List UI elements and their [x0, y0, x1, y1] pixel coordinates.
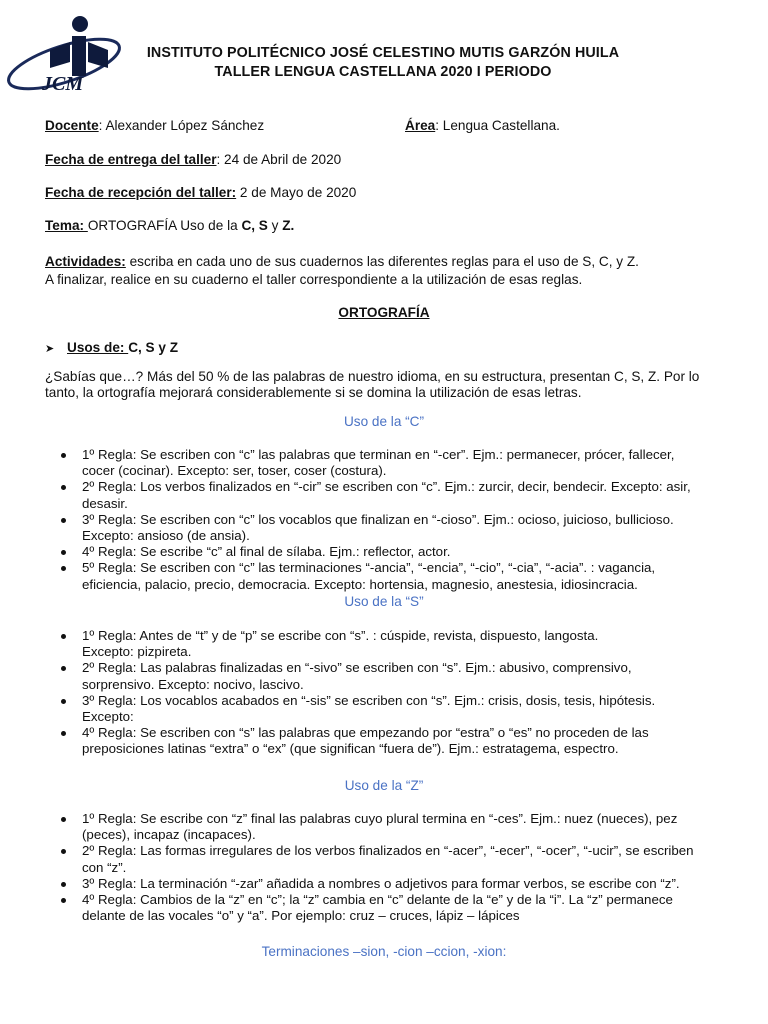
section-s-rules	[59, 628, 739, 758]
section-c-title: Uso de la “C”	[343, 414, 425, 429]
institution-title	[110, 44, 656, 82]
tema-label: Tema:	[45, 218, 88, 233]
list-item: 1º Regla: Se escriben con “c” las palabras que terminan en “-cer”. Ejm.: permanecer, prócer, fallecer, cocer (cocinar). Excepto: ser, toser, coser (costura).	[59, 447, 739, 479]
actividades-label: Actividades:	[45, 254, 126, 269]
docente-row	[45, 117, 745, 134]
area-field	[405, 117, 560, 134]
list-item: 3º Regla: Los vocablos acabados en “-sis” se escriben con “s”. Ejm.: crisis, dosis, tesis, hipótesis. Excepto:	[59, 693, 739, 725]
entrega-value: : 24 de Abril de 2020	[216, 152, 342, 167]
list-item: 3º Regla: La terminación “-zar” añadida a nombres o adjetivos para formar verbos, se escribe con “z”.	[59, 876, 739, 892]
usos-prefix: Usos de:	[67, 340, 129, 355]
docente-label: Docente	[45, 118, 99, 133]
entrega-row	[45, 151, 341, 168]
area-label: Área	[405, 118, 436, 133]
actividades-line-1: escriba en cada uno de sus cuadernos las diferentes reglas para el uso de S, C, y Z.	[125, 254, 639, 269]
intro-line-2: tanto, la ortografía mejorará considerablemente si se domina la utilización de esas letras.	[45, 385, 582, 400]
main-heading: ORTOGRAFÍA	[338, 305, 430, 320]
docente-value: : Alexander López Sánchez	[98, 118, 265, 133]
section-z-title: Uso de la “Z”	[344, 778, 424, 793]
recepcion-row	[45, 184, 356, 201]
actividades-line-2: A finalizar, realice en su cuaderno el taller correspondiente a la utilización de esas reglas.	[45, 272, 583, 287]
entrega-label: Fecha de entrega del taller	[45, 152, 217, 167]
usos-rest: C, S y Z	[128, 340, 179, 355]
list-item: 2º Regla: Las palabras finalizadas en “-sivo” se escriben con “s”. Ejm.: abusivo, comprensivo, sorprensivo. Excepto: nocivo, lascivo.	[59, 660, 739, 692]
title-line-1: INSTITUTO POLITÉCNICO JOSÉ CELESTINO MUTIS GARZÓN HUILA	[146, 45, 620, 61]
list-item: 1º Regla: Se escribe con “z” final las palabras cuyo plural termina en “-ces”. Ejm.: nuez (nueces), pez (peces), incapaz (incapaces).	[59, 811, 739, 843]
tema-value-4: Z.	[282, 218, 295, 233]
intro-line-1: ¿Sabías que…? Más del 50 % de las palabras de nuestro idioma, en su estructura, presentan C, S, Z. Por lo	[45, 369, 700, 384]
usos-heading	[45, 339, 178, 358]
list-item: 4º Regla: Cambios de la “z” en “c”; la “z” cambia en “c” delante de la “e” y de la “i”. La “z” permanece delante de las vocales “o” y “a”. Por ejemplo: cruz – cruces, lápiz – lápices	[59, 892, 739, 924]
recepcion-label: Fecha de recepción del taller:	[45, 185, 237, 200]
tema-value-1: ORTOGRAFÍA Uso de la	[87, 218, 242, 233]
section-s-title: Uso de la “S”	[344, 594, 424, 609]
list-item: 1º Regla: Antes de “t” y de “p” se escribe con “s”. : cúspide, revista, dispuesto, langosta. Excepto: pizpireta.	[59, 628, 739, 660]
intro-paragraph	[45, 369, 735, 401]
title-line-2: TALLER LENGUA CASTELLANA 2020 I PERIODO	[214, 64, 552, 80]
list-item: 3º Regla: Se escriben con “c” los vocablos que finalizan en “-cioso”. Ejm.: ocioso, juicioso, bullicioso. Excepto: ansioso (de ansia).	[59, 512, 739, 544]
tema-row	[45, 217, 294, 234]
recepcion-value: 2 de Mayo de 2020	[236, 185, 357, 200]
list-item: 2º Regla: Las formas irregulares de los verbos finalizados en “-acer”, “-ecer”, “-ocer”, “-ucir”, se escriben con “z”.	[59, 843, 739, 875]
section-z-rules	[59, 811, 739, 924]
list-item: 4º Regla: Se escribe “c” al final de sílaba. Ejm.: reflector, actor.	[59, 544, 739, 560]
tema-value-3: y	[267, 218, 283, 233]
logo-text: JCM	[42, 73, 84, 95]
list-item: 4º Regla: Se escriben con “s” las palabras que empezando por “estra” o “es” no proceden de las preposiciones latinas “extra” o “ex” (que significan “fuera de”). Ejm.: estratagema, espectro.	[59, 725, 739, 757]
section-c-rules	[59, 447, 739, 593]
list-item: 5º Regla: Se escriben con “c” las terminaciones “-ancia”, “-encia”, “-cio”, “-cia”, “-acia”. : vagancia, eficiencia, palacio, precio, democracia. Excepto: hortensia, magnesio, anestesia, idiosincracia.	[59, 560, 739, 592]
terminaciones-title: Terminaciones –sion, -cion –ccion, -xion:	[261, 944, 507, 959]
area-value: : Lengua Castellana.	[435, 118, 560, 133]
actividades-row	[45, 253, 639, 270]
tema-value-2: C, S	[241, 218, 268, 233]
list-item: 2º Regla: Los verbos finalizados en “-cir” se escriben con “c”. Ejm.: zurcir, decir, bendecir. Excepto: asir, desasir.	[59, 479, 739, 511]
arrow-bullet-icon: ➤	[45, 343, 55, 355]
